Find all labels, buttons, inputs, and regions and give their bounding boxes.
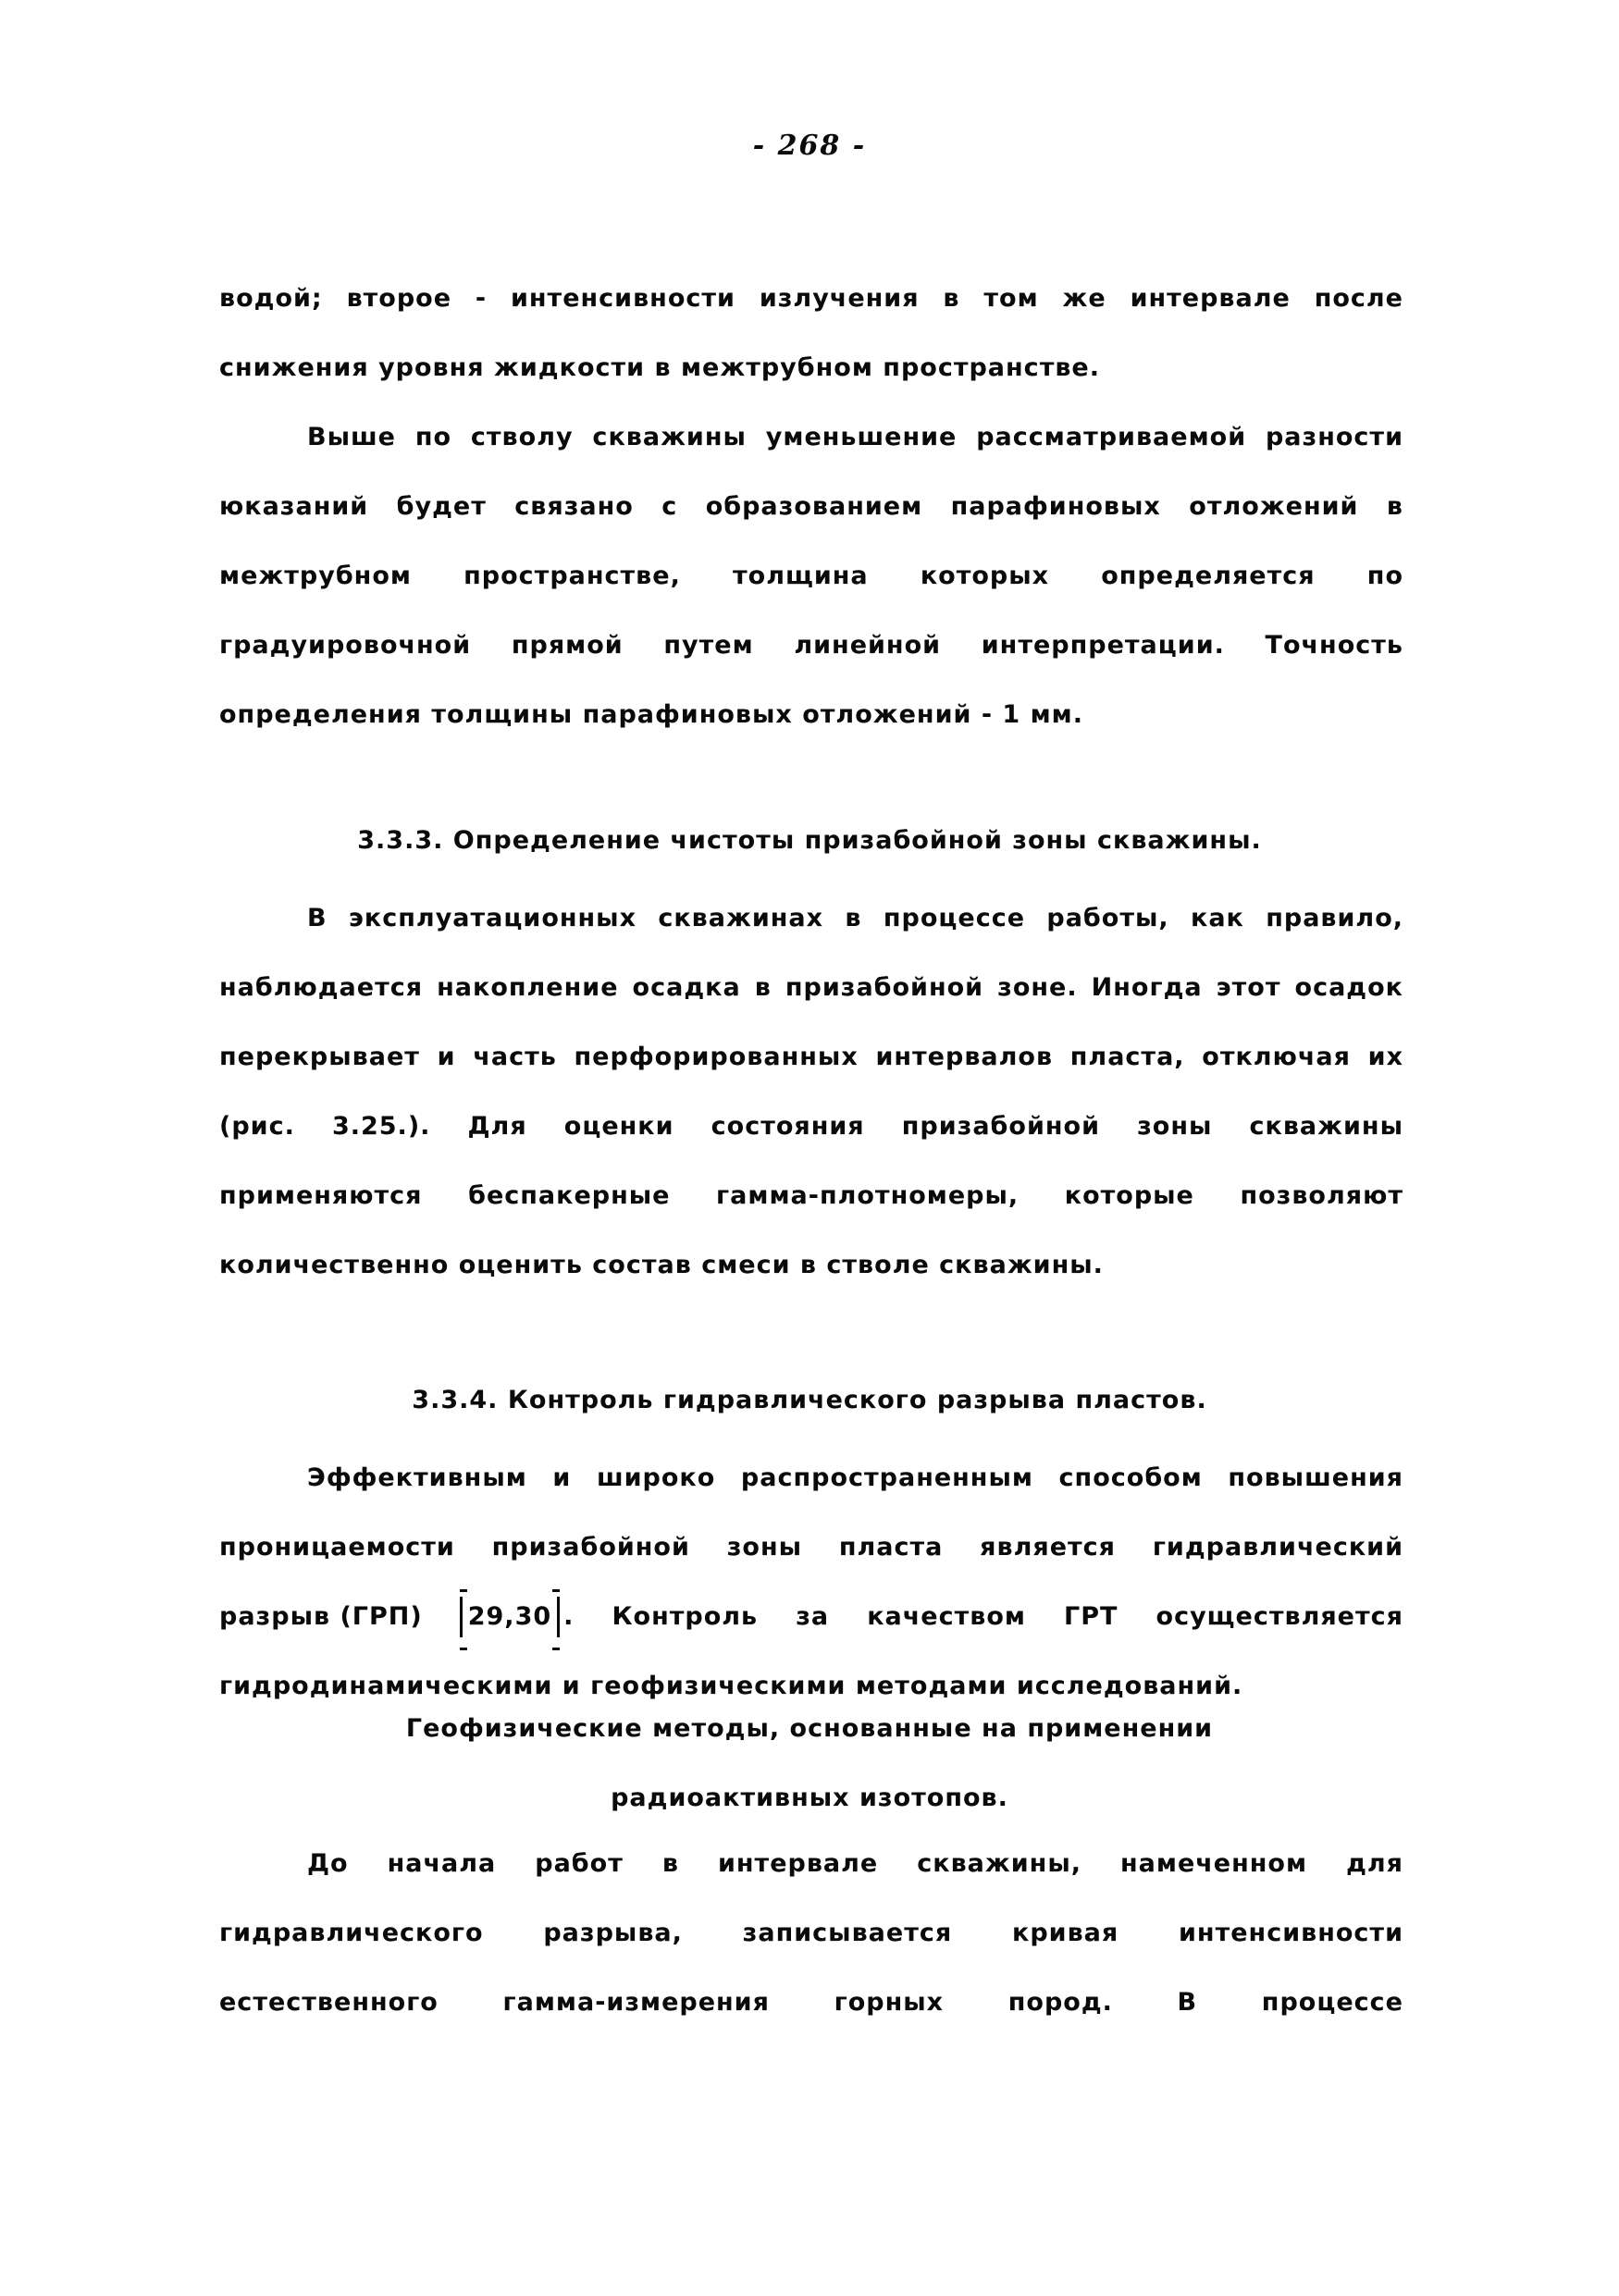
paragraph-line: проницаемости призабойной зоны пласта является гидравлический (219, 1533, 1403, 1562)
paragraph-text: В эксплуатационных скважинах в процессе работы, как правило, наблюдается накопление осадка в призабойной зоне. Иногда этот осадок перекрывает и часть перфорированных интервалов пласта, отключая их (рис. 3.25.). Для оценки состояния призабойной зоны скважины применяются беспакерные гамма-плотномеры, которые позволяют количественно оценить состав смеси в стволе скважины. (219, 904, 1403, 1279)
paragraph-text: Выше по стволу скважины уменьшение рассматриваемой разности юказаний будет связано с образованием парафиновых отложений в межтрубном пространстве, толщина которых определяется по градуировочной прямой путем линейной интерпретации. Точность определения толщины парафиновых отложений - 1 мм. (219, 423, 1403, 729)
paragraph-line: водой; второе - интенсивности излучения в том же интервале после (219, 284, 1403, 313)
paragraph-line: Эффективным и широко распространенным способом повышения (307, 1463, 1403, 1492)
citation-reference: 29,30 (460, 1597, 560, 1637)
section-heading-333: 3.3.3. Определение чистоты призабойной зоны скважины. (357, 826, 1262, 855)
subheading-line-1: Геофизические методы, основанные на применении (405, 1714, 1214, 1743)
paragraph-line-with-reference (219, 1582, 1403, 1651)
section-body-333 (219, 883, 1403, 1300)
paragraph-final (219, 1829, 1403, 2037)
section-heading-334: 3.3.4. Контроль гидравлического разрыва пластов. (412, 1386, 1207, 1414)
line-start: разрыв (ГРП) (219, 1602, 423, 1631)
page-number: - 268 - (752, 130, 867, 162)
paragraph-line: снижения уровня жидкости в межтрубном пространстве. (219, 353, 1100, 382)
section-body-334 (219, 1443, 1403, 1721)
paragraph-continuation (219, 264, 1403, 402)
subheading-line-2: радиоактивных изотопов. (611, 1784, 1008, 1812)
paragraph-paraffin (219, 402, 1403, 749)
paragraph-text: До начала работ в интервале скважины, намеченном для гидравлического разрыва, записывается кривая интенсивности естественного гамма-измерения горных пород. В процессе (219, 1849, 1403, 2017)
line-end: . Контроль за качеством ГРТ осуществляется (563, 1602, 1403, 1631)
paragraph-line: гидродинамическими и геофизическими методами исследований. (219, 1672, 1243, 1700)
